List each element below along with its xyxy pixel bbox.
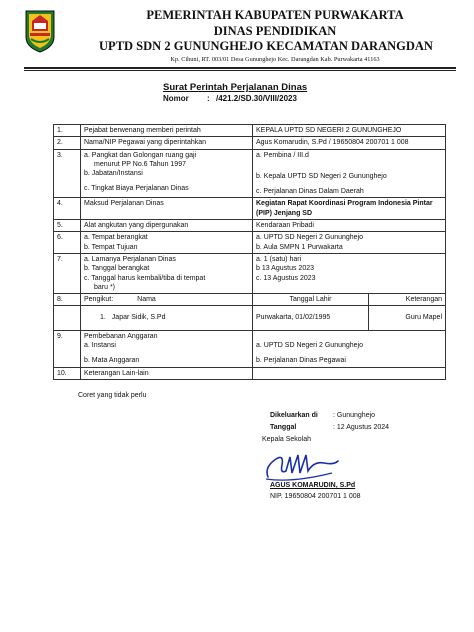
- row-value: KEPALA UPTD SD NEGERI 2 GUNUNGHEJO: [253, 125, 446, 137]
- followers-col-remarks: Keterangan: [369, 294, 446, 306]
- nomor-colon: :: [207, 94, 210, 103]
- row-label: Pengikut:: [84, 296, 114, 304]
- issued-date-label: Tanggal: [270, 424, 297, 431]
- row-label-a: a. Tempat berangkat: [84, 234, 148, 242]
- row-value-a: a. UPTD SD Negeri 2 Gununghejo: [256, 234, 363, 242]
- row-label-b: b. Jabatan/Instansi: [84, 170, 143, 178]
- row-value: Kendaraan Pribadi: [253, 220, 446, 232]
- row-value-b: b. Perjalanan Dinas Pegawai: [256, 357, 346, 365]
- row-number: 3.: [54, 149, 81, 198]
- row-value-b: b. Kepala UPTD SD Negeri 2 Gununghejo: [256, 172, 387, 180]
- nomor-value: /421.2/SD.30/VIII/2023: [216, 94, 297, 103]
- row-label: [81, 330, 253, 367]
- followers-col-name: Nama: [137, 296, 156, 304]
- issued-place-value: : Gununghejo: [333, 412, 376, 419]
- row-value-b: b 13 Agustus 2023: [256, 265, 314, 273]
- issued-place-label: Dikeluarkan di: [270, 412, 318, 419]
- row-number: 8.: [54, 294, 81, 306]
- table-row: [54, 125, 446, 137]
- signer-nip: NIP. 19650804 200701 1 008: [270, 493, 361, 500]
- table-row: [54, 220, 446, 232]
- follower-name: Japar Sidik, S.Pd: [111, 314, 166, 322]
- signer-position: Kepala Sekolah: [262, 436, 312, 443]
- row-label-c: c. Tingkat Biaya Perjalanan Dinas: [84, 185, 189, 193]
- row-value-c: c. 13 Agustus 2023: [256, 274, 316, 282]
- row-label-b: b. Tanggal berangkat: [84, 265, 150, 273]
- row-value-a: a. 1 (satu) hari: [256, 255, 302, 263]
- footnote: Coret yang tidak perlu: [78, 392, 147, 399]
- row-label: Alat angkutan yang dipergunakan: [81, 220, 253, 232]
- row-value-b: b. Aula SMPN 1 Purwakarta: [256, 243, 343, 251]
- row-value: [253, 253, 446, 293]
- letterhead-agency: DINAS PENDIDIKAN: [213, 24, 337, 38]
- follower-remarks-cell: [369, 306, 446, 330]
- row-number: 4.: [54, 198, 81, 220]
- row-label: [81, 232, 253, 254]
- row-number: 10.: [54, 367, 81, 379]
- purwakarta-emblem-icon: [24, 9, 56, 53]
- row-value: [253, 330, 446, 367]
- follower-remarks: Guru Mapel: [405, 314, 442, 322]
- follower-birthdate: Purwakarta, 01/02/1995: [256, 314, 331, 322]
- row-number: 2.: [54, 137, 81, 149]
- table-row: [54, 198, 446, 220]
- row-label: Maksud Perjalanan Dinas: [81, 198, 253, 220]
- row-value: Kegiatan Rapat Koordinasi Program Indonesia Pintar (PIP) Jenjang SD: [253, 198, 446, 220]
- row-number: 5.: [54, 220, 81, 232]
- document-title: Surat Perintah Perjalanan Dinas: [163, 82, 308, 93]
- issued-date-value: : 12 Agustus 2024: [333, 424, 390, 431]
- row-label-c-cont: baru *): [94, 283, 116, 291]
- row-label-b: b. Tempat Tujuan: [84, 243, 138, 251]
- row-value-a: a. UPTD SD Negeri 2 Gununghejo: [256, 342, 363, 350]
- table-row: [54, 232, 446, 254]
- row-label-a: a. Instansi: [84, 342, 116, 350]
- table-row: [54, 294, 446, 306]
- row-number: 7.: [54, 253, 81, 293]
- table-row: [54, 330, 446, 367]
- follower-number: 1.: [100, 314, 106, 322]
- row-label-b: b. Mata Anggaran: [84, 357, 140, 365]
- row-label-a-cont: menurut PP No.6 Tahun 1997: [94, 160, 186, 168]
- table-row: [54, 367, 446, 379]
- followers-col-birthdate: Tanggal Lahir: [253, 294, 369, 306]
- row-value-c: c. Perjalanan Dinas Dalam Daerah: [256, 188, 364, 196]
- nomor-label: Nomor: [163, 94, 189, 103]
- row-label-c: c. Tanggal harus kembali/tiba di tempat: [84, 274, 206, 282]
- letterhead-rule-thick: [24, 67, 456, 69]
- row-value: Agus Komarudin, S.Pd / 19650804 200701 1 008: [253, 137, 446, 149]
- letterhead-school: UPTD SDN 2 GUNUNGHEJO KECAMATAN DARANGDAN: [99, 39, 433, 53]
- letterhead: [0, 0, 474, 70]
- table-row: [54, 149, 446, 198]
- row-label: Nama/NIP Pegawai yang diperintahkan: [81, 137, 253, 149]
- row-label-main: Pembebanan Anggaran: [84, 332, 158, 340]
- table-row: [54, 306, 446, 330]
- row-value-a: a. Pembina / III.d: [256, 151, 309, 159]
- signer-name: AGUS KOMARUDIN, S.Pd: [270, 482, 356, 489]
- handwritten-signature: [262, 447, 342, 483]
- row-value: [253, 149, 446, 198]
- table-row: [54, 253, 446, 293]
- row-value: [253, 232, 446, 254]
- follower-birthdate-cell: [253, 306, 369, 330]
- row-label-a: a. Pangkat dan Golongan ruang gaji: [84, 151, 197, 159]
- letterhead-address: Kp. Cihuni, RT. 003/01 Desa Gununghejo Kec. Darangdan Kab. Purwakarta 41163: [170, 56, 380, 63]
- row-value: [253, 367, 446, 379]
- row-label: [81, 149, 253, 198]
- row-number: 1.: [54, 125, 81, 137]
- letterhead-rule-thin: [24, 70, 456, 71]
- letterhead-government: PEMERINTAH KABUPATEN PURWAKARTA: [146, 8, 404, 22]
- sppd-table: [53, 124, 446, 380]
- follower-name-cell: [81, 306, 253, 330]
- table-row: [54, 137, 446, 149]
- row-label: [81, 253, 253, 293]
- row-label: Pejabat berwenang memberi perintah: [81, 125, 253, 137]
- followers-header: [81, 294, 253, 306]
- row-number: 9.: [54, 330, 81, 367]
- row-label: Keterangan Lain-lain: [81, 367, 253, 379]
- row-number: 6.: [54, 232, 81, 254]
- row-label-a: a. Lamanya Perjalanan Dinas: [84, 255, 176, 263]
